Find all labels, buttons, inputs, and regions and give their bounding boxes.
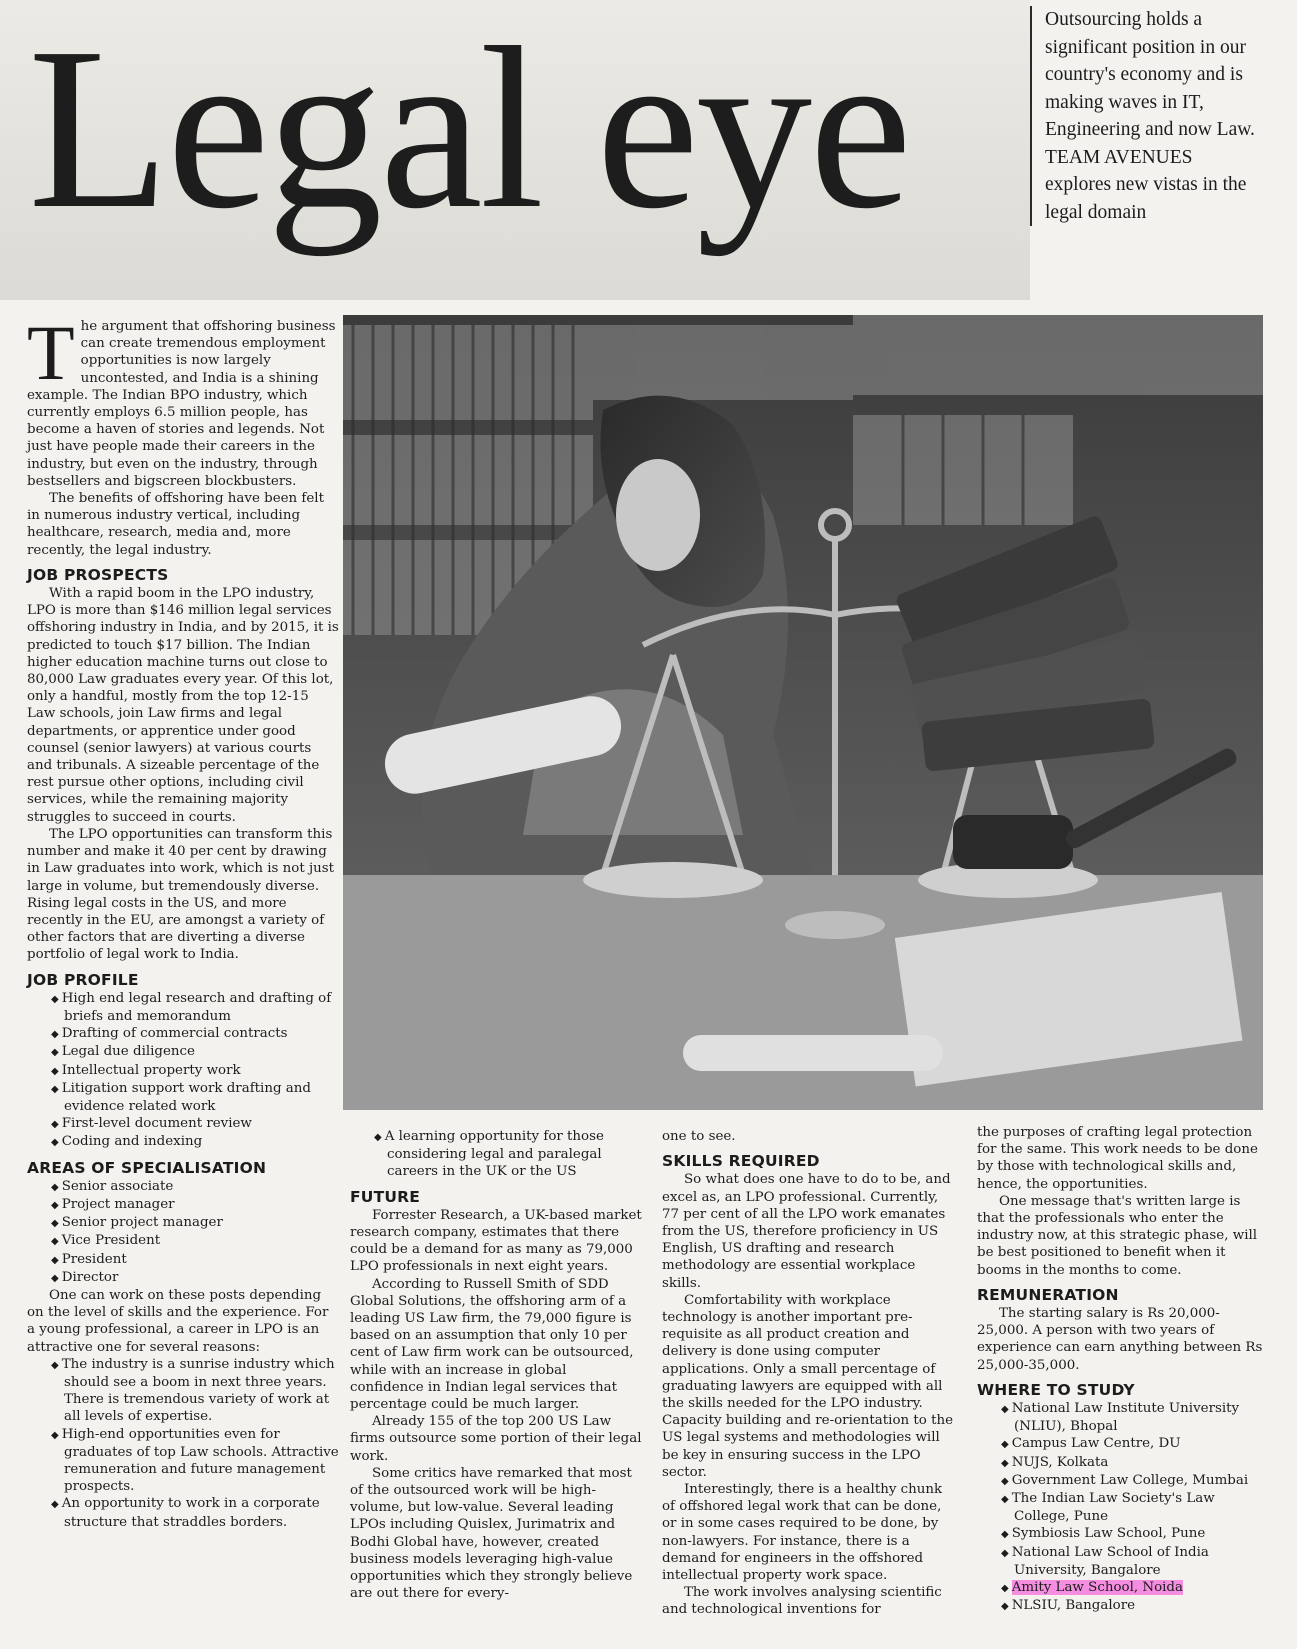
list-item: ◆ Intellectual property work bbox=[51, 1062, 339, 1080]
schools-list bbox=[977, 1400, 1269, 1615]
intro-paragraph-1: he argument that offshoring business can create tremendous employment opportunities is now largely uncontested, and India is a shining example. The Indian BPO industry, which currently employs 6.5 million people, has become a haven of stories and legends. Not just have people made their careers in the industry, but even on the industry, through bestsellers and bigscreen blockbusters. bbox=[27, 319, 336, 489]
list-item: ◆ Director bbox=[51, 1269, 339, 1287]
col4-paragraph-2: One message that's written large is that the professionals who enter the industry now, at this strategic phase, will be best positioned to benefit when it booms in the months to come. bbox=[977, 1193, 1258, 1278]
list-item: ◆ NLSIU, Bangalore bbox=[1001, 1597, 1269, 1615]
list-item: ◆ National Law Institute University (NLIU), Bhopal bbox=[1001, 1400, 1269, 1435]
highlight-marker: Amity Law School, Noida bbox=[1011, 1580, 1183, 1596]
remuneration-text: The starting salary is Rs 20,000-25,000. A person with two years of experience can earn anything between Rs 25,000-35,000. bbox=[977, 1306, 1263, 1373]
list-item-highlighted bbox=[1001, 1579, 1269, 1597]
job-prospects-paragraph-1: With a rapid boom in the LPO industry, LPO is more than $146 million legal services offshoring industry in India, and by 2015, it is predicted to touch $17 billion. The Indian higher education machine turns out close to 80,000 Law graduates every year. Of this lot, only a handful, mostly from the top 12-15 Law schools, join Law firms and legal departments, or apprentice under good counsel (senior lawyers) at various courts and tribunals. A sizeable percentage of the rest pursue other options, including civil services, while the remaining majority struggles to succeed in courts. bbox=[27, 586, 339, 825]
column-1 bbox=[27, 309, 339, 1531]
areas-heading: AREAS OF SPECIALISATION bbox=[27, 1158, 267, 1177]
photo-illustration bbox=[343, 315, 1263, 1110]
job-prospects-paragraph-2: The LPO opportunities can transform this number and make it 40 per cent by drawing in Law graduates into work, which is not just large in volume, but tremendously diverse. Rising legal costs in the US, and more recently in the EU, are amongst a variety of other factors that are diverting a diverse portfolio of legal work to India. bbox=[27, 826, 334, 963]
intro bbox=[27, 309, 339, 559]
job-prospects-heading: JOB PROSPECTS bbox=[27, 565, 169, 584]
list-item: ◆ High end legal research and drafting of briefs and memorandum bbox=[51, 990, 339, 1025]
where-to-study-heading: WHERE TO STUDY bbox=[977, 1380, 1135, 1399]
skills-paragraph-1: So what does one have to do to be, and excel as, an LPO professional. Currently, 77 per cent of all the LPO work emanates from the US, therefore proficiency in US English, US drafting and research methodology are essential workplace skills. bbox=[662, 1172, 951, 1291]
list-item: ◆ Project manager bbox=[51, 1196, 339, 1214]
future-paragraph-2: According to Russell Smith of SDD Global Solutions, the offshoring arm of a leading US Law firm, the 79,000 figure is based on an assumption that only 10 per cent of Law firm work can be outsourced, while with an increase in global confidence in Indian legal services that percentage could be much larger. bbox=[350, 1276, 634, 1413]
list-item: ◆ Coding and indexing bbox=[51, 1133, 339, 1151]
future-paragraph-4: Some critics have remarked that most of the outsourced work will be high-volume, but low-value. Several leading LPOs including Quislex, Jurimatrix and Bodhi Global have, however, created business models leveraging high-value opportunities which they strongly believe are out there for every- bbox=[350, 1465, 633, 1602]
standfirst bbox=[1030, 6, 1270, 226]
list-item: ◆ First-level document review bbox=[51, 1115, 339, 1133]
skills-paragraph-4: The work involves analysing scientific and technological inventions for bbox=[662, 1585, 942, 1618]
list-item: ◆ Litigation support work drafting and evidence related work bbox=[51, 1080, 339, 1115]
headline: Legal eye bbox=[28, 0, 910, 257]
remuneration-heading: REMUNERATION bbox=[977, 1285, 1119, 1304]
future-paragraph-1: Forrester Research, a UK-based market research company, estimates that there could be a demand for as many as 79,000 LPO professionals in next eight years. bbox=[350, 1207, 642, 1275]
job-profile-list bbox=[27, 990, 339, 1152]
standfirst-byline: TEAM AVENUES bbox=[1045, 146, 1193, 168]
col2-lead-list bbox=[350, 1128, 642, 1181]
column-3 bbox=[662, 1128, 954, 1619]
list-item: ◆ Government Law College, Mumbai bbox=[1001, 1472, 1269, 1490]
column-2 bbox=[350, 1128, 642, 1602]
standfirst-tail: explores new vistas in the legal domain bbox=[1045, 174, 1247, 223]
col4-paragraph-1: the purposes of crafting legal protection for the same. This work needs to be done by those with technological skills and, hence, the opportunities. bbox=[977, 1125, 1258, 1192]
feature-photo bbox=[343, 315, 1263, 1110]
list-item: ◆ High-end opportunities even for graduates of top Law schools. Attractive remuneration and future management prospects. bbox=[51, 1426, 339, 1496]
list-item: ◆ An opportunity to work in a corporate structure that straddles borders. bbox=[51, 1495, 339, 1530]
reasons-list bbox=[27, 1356, 339, 1531]
list-item: ◆ Legal due diligence bbox=[51, 1043, 339, 1061]
list-item: ◆ The industry is a sunrise industry which should see a boom in next three years. There is tremendous variety of work at all levels of expertise. bbox=[51, 1356, 339, 1426]
drop-cap: T bbox=[27, 309, 75, 396]
list-item: ◆ Campus Law Centre, DU bbox=[1001, 1435, 1269, 1453]
list-item: ◆ A learning opportunity for those considering legal and paralegal careers in the UK or the US bbox=[374, 1128, 642, 1181]
skills-heading: SKILLS REQUIRED bbox=[662, 1152, 820, 1171]
list-item: ◆ The Indian Law Society's Law College, Pune bbox=[1001, 1490, 1269, 1525]
col3-lead: one to see. bbox=[662, 1129, 736, 1144]
skills-paragraph-2: Comfortability with workplace technology is another important pre-requisite as all product creation and delivery is done using computer applications. Only a small percentage of graduating lawyers are equipped with all the skills needed for the LPO industry. Capacity building and re-orientation to the US legal systems and methodologies will be key in ensuring success in the LPO sector. bbox=[662, 1292, 954, 1480]
list-item: ◆ Senior associate bbox=[51, 1178, 339, 1196]
column-4 bbox=[977, 1124, 1269, 1615]
future-heading: FUTURE bbox=[350, 1187, 421, 1206]
list-item: ◆ Symbiosis Law School, Pune bbox=[1001, 1525, 1269, 1543]
standfirst-text: Outsourcing holds a significant position in our country's economy and is making waves in IT, Engineering and now Law. bbox=[1045, 9, 1255, 140]
list-item: ◆ National Law School of India University, Bangalore bbox=[1001, 1544, 1269, 1579]
list-item: ◆ Vice President bbox=[51, 1232, 339, 1250]
intro-paragraph-2: The benefits of offshoring have been felt in numerous industry vertical, including healthcare, research, media and, more recently, the legal industry. bbox=[27, 491, 324, 558]
areas-list bbox=[27, 1178, 339, 1287]
list-item: ◆ Senior project manager bbox=[51, 1214, 339, 1232]
job-profile-heading: JOB PROFILE bbox=[27, 970, 139, 989]
list-item: ◆ Drafting of commercial contracts bbox=[51, 1025, 339, 1043]
future-paragraph-3: Already 155 of the top 200 US Law firms outsource some portion of their legal work. bbox=[350, 1414, 642, 1464]
areas-paragraph: One can work on these posts depending on the level of skills and the experience. For a young professional, a career in LPO is an attractive one for several reasons: bbox=[27, 1287, 329, 1355]
skills-paragraph-3: Interestingly, there is a healthy chunk of offshored legal work that can be done, or in some cases required to be done, by non-lawyers. For instance, there is a demand for engineers in the offshored intellectual property work space. bbox=[662, 1482, 943, 1584]
list-item: ◆ NUJS, Kolkata bbox=[1001, 1454, 1269, 1472]
list-item: ◆ President bbox=[51, 1251, 339, 1269]
